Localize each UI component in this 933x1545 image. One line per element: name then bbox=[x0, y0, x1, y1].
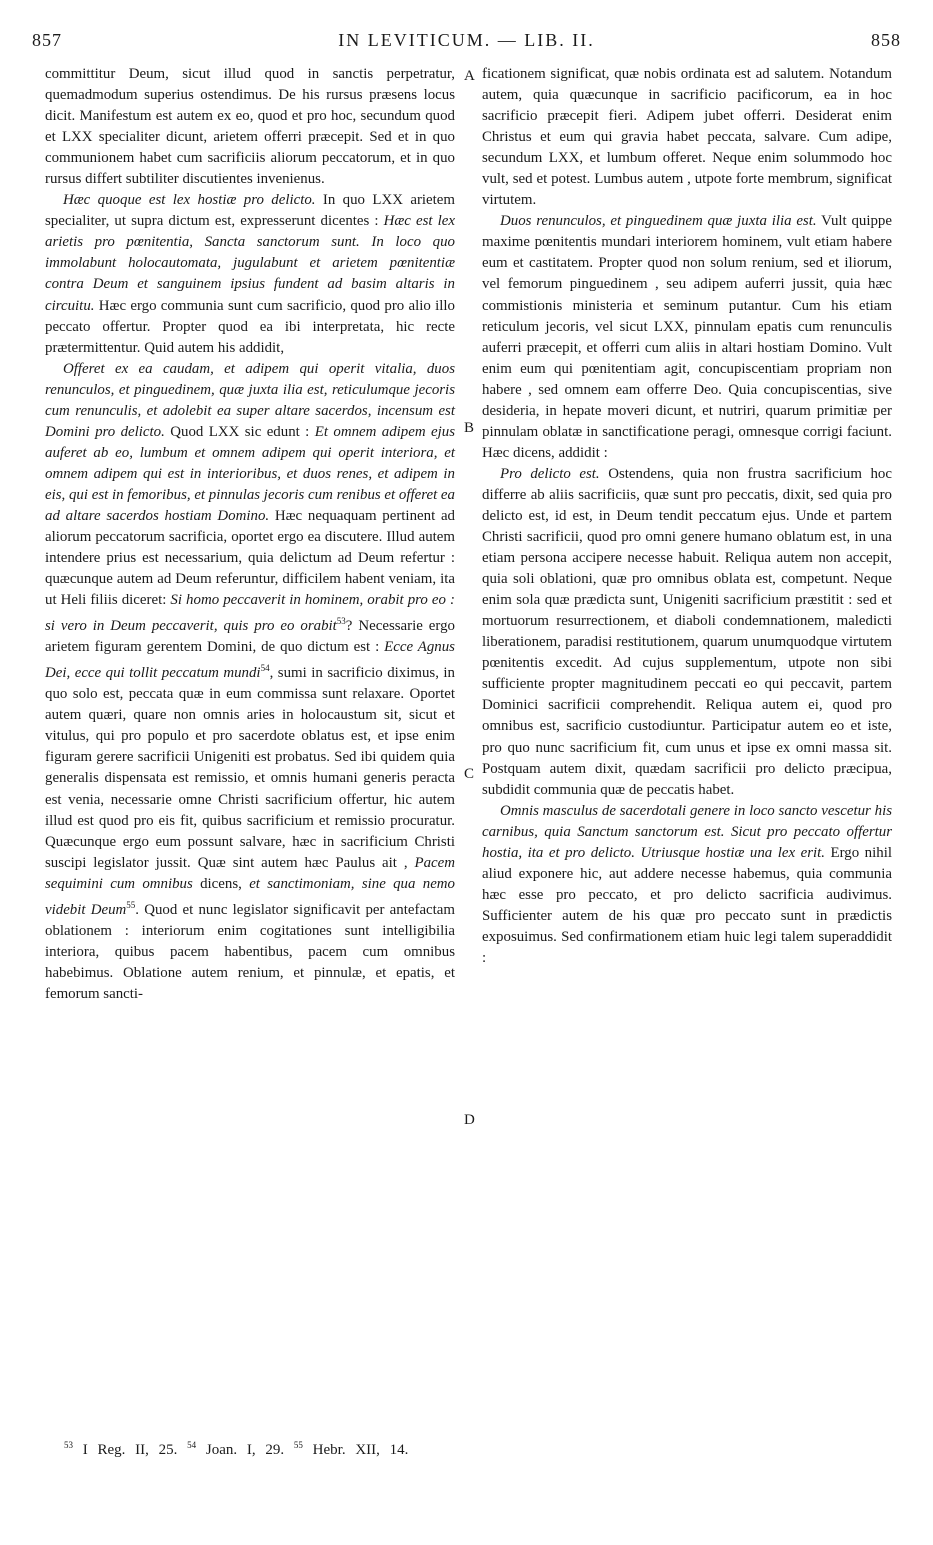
right-paragraph-3: Pro delicto est. Ostendens, quia non frustra sacrificium hoc differre ab aliis sacrificiis, quæ sunt pro peccatis, dixit, sed quia pro delicto est, id est, in Deum tendit peccatum ejus. Unde et partem Christi sacrificii, quod pro omni genere humano oblatum est, in una etiam persona accipere necesse habuit. Reliqua autem non accepit, quia soli oblationi, quæ pro omnibus oblata est, competunt. Neque enim sola quæ prædicta sunt, Unigeniti sacrificium præstitit : sed et mortuorum resurrectionem, et diaboli condemnationem, maledicti liberationem, paradisi restitutionem, quarum unumquodque virtutem pœnitentis excedit. Ad cujus supplementum, utpote non sibi sufficiente propter magnitudinem peccati eo qui peccavit, partem Dominici sacrificii comprehendit. Reliqua autem ei, quod pro omnibus est, sacrificio custodiuntur. Participatur autem eo et iste, pro quo nunc sacrificium fit, cum unus et ipse ex omni massa sit. Postquam autem dixit, quædam sacrificii pro delicto præcipua, subdidit communia quæ de peccatis habet. bbox=[482, 465, 892, 798]
right-column bbox=[482, 64, 892, 969]
left-paragraph-1: committitur Deum, sicut illud quod in sanctis perpetratur, quemadmodum superius ostendimus. De his rursus præsens locus dicit. Manifestum est autem ex eo, quod et pro hoc, secundum quod et LXX specialiter dicunt, arietem offerri præcepit. Sed et in quo communionem habet cum sacrificiis aliorum peccatorum, et in quo rursus differt subtiliter discutientes invenienus. bbox=[45, 66, 455, 188]
footnote: $^{55}$ Hebr. XII, 14. bbox=[293, 1440, 409, 1458]
right-paragraph-1: ficationem significat, quæ nobis ordinata est ad salutem. Notandum autem, quia quæcunque in sacrificio pacificorum, ea in hoc sacrificio præcepit fieri. Adipem jubet offerri. Desiderat enim Christus et eum qui gravia habet peccata, salvare. Cum adipe, secundum LXX, et lumbum offeret. Neque enim solummodo hoc vult, sed et potest. Lumbus autem , utpote forte membrum, significat virtutem. bbox=[482, 66, 892, 209]
footnote: $^{53}$ I Reg. II, 25. bbox=[64, 1440, 178, 1458]
right-paragraph-4: Omnis masculus de sacerdotali genere in loco sancto vescetur his carnibus, quia Sanctum sanctorum est. Sicut pro peccato offertur hostia, ita et pro delicto. Utriusque hostiæ una lex erit. Ergo nihil aliud exponere hic, aut addere necesse habemus, quia communia hæc esse pro peccato, et pro delicto sacrificia audivimus. Sufficienter autem de his quæ pro peccato sunt in prædictis exposuimus. Sed confirmationem etiam huic legi talem superaddidit : bbox=[482, 802, 892, 966]
left-paragraph-3: Offeret ex ea caudam, et adipem qui operit vitalia, duos renunculos, et pinguedinem, quæ juxta ilia est, reticulumque jecoris cum renunculis, et adolebit ea super altare sacerdos, incensum est Domini pro delicto. Quod LXX sic edunt : Et omnem adipem ejus auferet ab eo, lumbum et omnem adipem qui operit interiora, et omnem adipem qui est in interioribus, et duos renes, et adipem in eis, qui est in femoribus, et pinnulas jecoris cum renibus et offeret ea ad altare sacerdos hostiam Domino. Hæc nequaquam pertinent ad aliorum peccatorum sacrificia, oportet ergo ea discutere. Illud autem intendere prius est necessarium, quia delictum ad Deum refertur : quæcunque autem ad Deum referuntur, difficilem habent veniam, ita ut Heli filiis diceret: Si homo peccaverit in hominem, orabit pro eo : si vero in Deum peccaverit, quis pro eo orabit$^{53}$? Necessarie ergo arietem figuram gerentem Domini, de quo dictum est : Ecce Agnus Dei, ecce qui tollit peccatum mundi$^{54}$, sumi in sacrificio diximus, in quo solo est, peccata quæ in eum commissa sunt relaxare. Oportet autem quæri, quare non omnis aries in holocaustum sit, sicut et vitulus, qui pro populo et pro sacerdote oblatus est, et ipse enim figuram gerere sacrificii Unigeniti est probatus. Sed ibi quidem quia generalis dispensata est remissio, et omnis humani generis peracta est venia, necessarie omne Christi sacrificium offertur, hic autem illud est quod pro eis fit, quibus sacrificium et remissio procuratur. Quæcunque ergo eum possunt salvare, hæc in sacrificium Christi suscipi legislator jussit. Quæ sint autem hæc Paulus ait , Pacem sequimini cum omnibus dicens, et sanctimoniam, sine qua nemo videbit Deum$^{55}$. Quod et nunc legislator significavit per antefactam oblationem : interiorum enim cogitationes sunt intelligibilia interiora, quibus pacem habentibus, pacem cum omnibus habebimus. Oblatione autem renium, et pinnulæ, et epatis, et femorum sancti- bbox=[45, 360, 456, 1002]
page-number-right: 858 bbox=[871, 30, 901, 50]
footnote-ref: 54 bbox=[260, 663, 270, 674]
margin-marker-c: C bbox=[464, 766, 475, 782]
left-column bbox=[45, 64, 455, 1005]
margin-marker-d: D bbox=[464, 1112, 475, 1128]
margin-marker-a: A bbox=[464, 68, 475, 84]
right-paragraph-2: Duos renunculos, et pinguedinem quæ juxta ilia est. Vult quippe maxime pœnitentis mundari interiorem hominem, vult etiam habere eum et castitatem. Propter quod non solum renium, sed et iliorum, vel femorum pinguedinem , seu adipem auferri jussit, quia hæc commistionis ministeria et seminum putantur. Cum his etiam reticulum jecoris, vel sicut LXX, pinnulam epatis cum renunculis auferri præcepit, et offerri cum aliis in altari hostiam Domino. Vult enim eum qui pœnitentiam agit, concupiscentiam propriam non habere , sed omnem eam offerre Deo. Quia concupiscentias, sive desideria, in hepate moveri dicunt, et nutriri, quarum primitiæ per pinnulam oblatæ in sanctificatione peragi, omnesque corrigi faciunt. Hæc dicens, addidit : bbox=[482, 213, 892, 461]
page-number-left: 857 bbox=[32, 30, 62, 50]
running-title: IN LEVITICUM. — LIB. II. bbox=[338, 30, 595, 50]
footnote-ref: 53 bbox=[336, 616, 346, 627]
footnote-ref: 55 bbox=[126, 899, 136, 910]
footnote: $^{54}$ Joan. I, 29. bbox=[187, 1440, 285, 1458]
margin-marker-b: B bbox=[464, 420, 475, 436]
left-paragraph-2: Hæc quoque est lex hostiæ pro delicto. In quo LXX arietem specialiter, ut supra dictum est, expresserunt dicentes : Hæc est lex arietis pro pœnitentia, Sancta sanctorum sunt. In loco quo immolabunt holocautomata, jugulabunt et arietem pœnitentiæ contra Deum et sanguinem ipsius fundent ad basim altaris in circuitu. Hæc ergo communia sunt cum sacrificio, quod pro alio illo peccato offertur. Propter quod ea ibi interpretata, hic recte prætermittentur. Quid autem his addidit, bbox=[45, 192, 455, 356]
footnotes bbox=[64, 1440, 408, 1459]
page-header bbox=[32, 30, 901, 60]
